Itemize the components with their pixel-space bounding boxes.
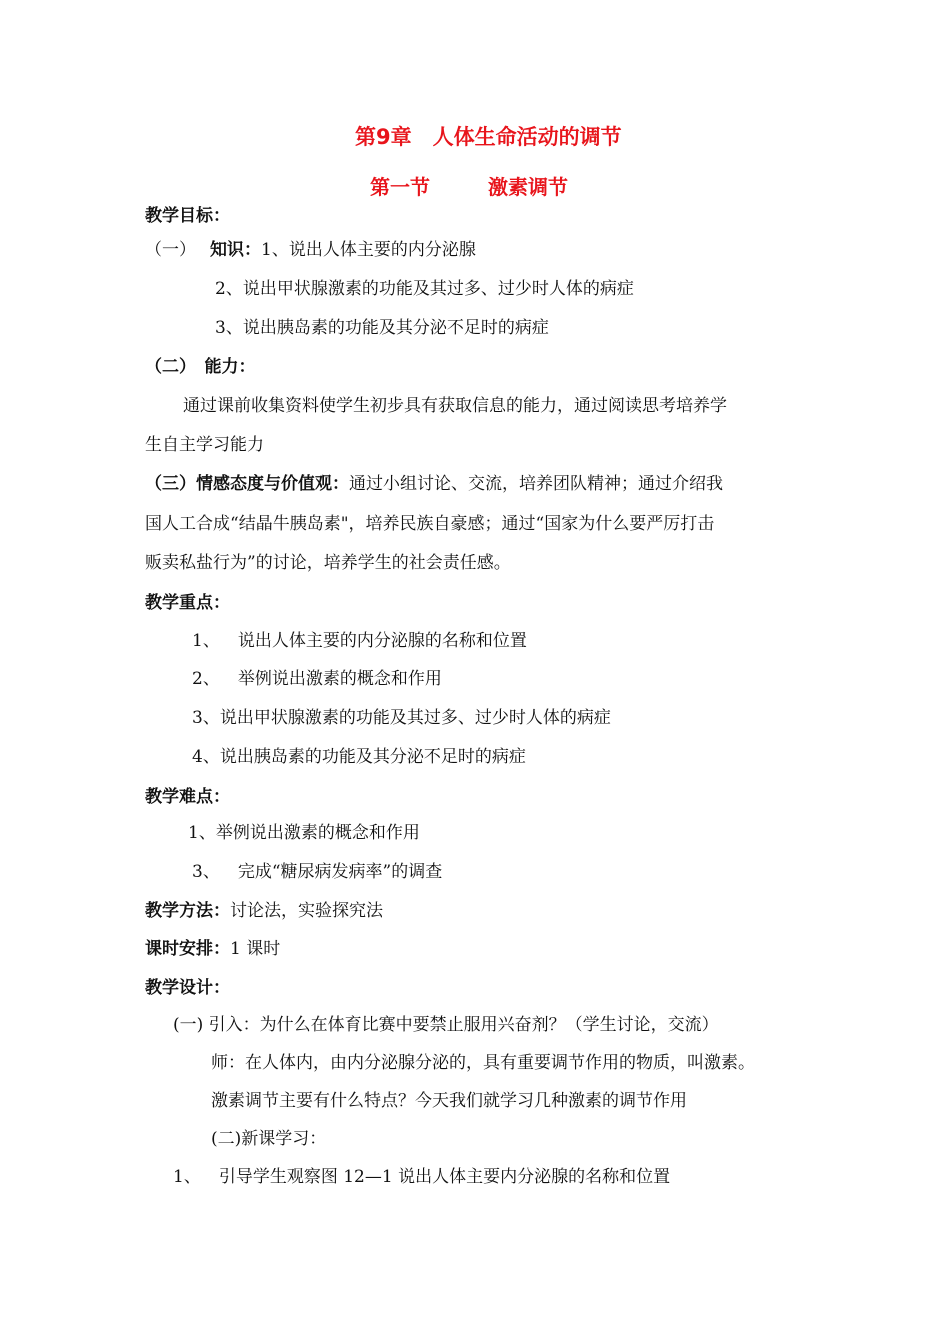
- method-label: 教学方法：: [145, 901, 230, 921]
- emotion-text-3: 贩卖私盐行为”的讨论，培养学生的社会责任感。: [145, 553, 511, 573]
- ability-text-1: 通过课前收集资料使学生初步具有获取信息的能力，通过阅读思考培养学: [183, 396, 727, 416]
- key-point-text: 说出甲状腺激素的功能及其过多、过少时人体的病症: [219, 708, 611, 728]
- key-points-heading: 教学重点：: [145, 593, 230, 613]
- ability-label: （二） 能力：: [145, 357, 256, 377]
- knowledge-item-2: 2、说出甲状腺激素的功能及其过多、过少时人体的病症: [215, 279, 634, 299]
- difficulty-text: 完成“糖尿病发病率”的调查: [237, 862, 443, 882]
- key-point-num: 2、: [192, 669, 220, 689]
- method-text: 讨论法，实验探究法: [230, 901, 383, 921]
- knowledge-row: [145, 239, 476, 261]
- difficulties-heading: 教学难点：: [145, 787, 230, 807]
- section-name: 激素调节: [488, 175, 568, 199]
- step-text: 引导学生观察图 12—1 说出人体主要内分泌腺的名称和位置: [218, 1167, 671, 1187]
- key-point-2: [192, 668, 442, 690]
- knowledge-prefix: （一）: [145, 240, 196, 260]
- key-point-1: [192, 630, 527, 652]
- section-title: [370, 176, 568, 198]
- key-point-num: 3、: [192, 708, 220, 728]
- schedule-label: 课时安排：: [145, 939, 230, 959]
- difficulty-2: [192, 861, 442, 883]
- emotion-label: （三）情感态度与价值观：: [145, 474, 349, 494]
- key-point-text: 说出胰岛素的功能及其分泌不足时的病症: [219, 747, 526, 767]
- difficulty-num: 3、: [192, 862, 220, 882]
- key-point-3: [192, 707, 611, 729]
- teacher-line-2: 激素调节主要有什么特点？今天我们就学习几种激素的调节作用: [211, 1091, 687, 1111]
- key-point-text: 说出人体主要的内分泌腺的名称和位置: [237, 631, 527, 651]
- emotion-row: [145, 473, 723, 495]
- key-point-4: [192, 746, 526, 768]
- knowledge-item-1: 1、说出人体主要的内分泌腺: [261, 240, 476, 260]
- difficulty-1: [188, 822, 420, 844]
- difficulty-num: 1、: [188, 823, 216, 843]
- knowledge-label: 知识：: [210, 240, 261, 260]
- knowledge-item-3: 3、说出胰岛素的功能及其分泌不足时的病症: [215, 318, 549, 338]
- key-point-text: 举例说出激素的概念和作用: [237, 669, 442, 689]
- chapter-title: 第9章 人体生命活动的调节: [355, 125, 622, 149]
- ability-text-2: 生自主学习能力: [145, 435, 264, 455]
- schedule-text: 1 课时: [230, 939, 281, 959]
- difficulty-text: 举例说出激素的概念和作用: [215, 823, 420, 843]
- section-label: 第一节: [370, 175, 430, 199]
- key-point-num: 4、: [192, 747, 220, 767]
- step-num: 1、: [173, 1167, 201, 1187]
- teacher-line-1: 师：在人体内，由内分泌腺分泌的，具有重要调节作用的物质，叫激素。: [211, 1053, 755, 1073]
- method-row: [145, 900, 383, 922]
- design-heading: 教学设计：: [145, 978, 230, 998]
- new-lesson-heading: (二)新课学习：: [211, 1129, 327, 1149]
- schedule-row: [145, 938, 280, 960]
- objectives-heading: 教学目标：: [145, 206, 230, 226]
- emotion-text-2: 国人工合成“结晶牛胰岛素"，培养民族自豪感；通过“国家为什么要严厉打击: [145, 514, 715, 534]
- key-point-num: 1、: [192, 631, 220, 651]
- emotion-text-1: 通过小组讨论、交流，培养团队精神；通过介绍我: [349, 474, 723, 494]
- step-1: [173, 1166, 670, 1188]
- design-intro: (一) 引入：为什么在体育比赛中要禁止服用兴奋剂？（学生讨论，交流）: [173, 1015, 719, 1035]
